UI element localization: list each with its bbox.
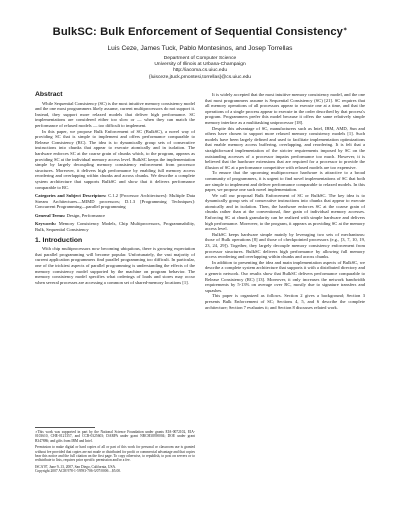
group-url: http://iacoma.cs.uiuc.edu [172,68,228,74]
footnotes [35,427,195,476]
title-text: BulkSC: Bulk Enforcement of Sequential Consistency [52,26,344,38]
affiliation-block [0,56,400,81]
right-column [205,92,365,310]
department: Department of Computer Science [163,56,237,61]
copyright-notice: Permission to make digital or hard copies of all or part of this work for personal or classroom use is granted without fee provided that copies are not made or distributed for profit or commercial advantage and that copies bear this notice and the full citation on the first page. To copy otherwise, to republish, to post on servers or to redistribute to lists, requires prior specific permission and/or a fee. [35,445,195,463]
keywords-text: Memory Consistency Models, Chip Multiprocessors, Programmability, Bulk, Sequential Consistency [35,221,195,233]
intro-paragraph: BulkSC keeps hardware simple mainly by leveraging two sets of mechanisms: those of Bulk operations [8] and those of checkpointed processors (e.g., [3, 7, 10, 19, 23, 24, 29]). Together, they largely decouple memory consistency enforcement from processor structures. BulkSC delivers high performance by allowing full memory access reordering and overlapping within chunks and across chunks. [205,231,365,260]
intro-paragraph: With chip multiprocessors now becoming ubiquitous, there is growing expectation that parallel programming will become popular. Unfortunately, the vast majority of current application programmers find parallel programming too difficult. In particular, one of the trickiest aspects of parallel programming is understanding the effects of the memory consistency model supported by the machine on program behavior. The memory consistency model specifies what orderings of loads and stores may occur when several processes are accessing a common set of shared-memory locations [1]. [35,246,195,285]
abstract-paragraph: While Sequential Consistency (SC) is the most intuitive memory consistency model and the one most programmers likely assume, current multiprocessors do not support it. Instead, they support more relaxed models that deliver high performance. SC implementations are considered either too slow or — when they can match the performance of relaxed models — too difficult to implement. [35,100,195,128]
author-list: Luis Ceze, James Tuck, Pablo Montesinos, and Josep Torrellas [107,45,293,52]
copyright-line: Copyright 2007 ACM 978-1-59593-706-3/07/0006 ...$5.00. [35,469,121,474]
abstract-heading: Abstract [35,91,63,98]
funding-footnote: ∗This work was supported in part by the National Science Foundation under grants EIA-0072102, EIA-0103610, CHE-0121357, and CCR-0325603; DARPA under grant NBCH30390004; DOE under grant B347886; and gifts from IBM and Intel. [35,430,195,443]
categories-label: Categories and Subject Descriptors: [35,193,107,199]
conference-line: ISCA'07, June 9–13, 2007, San Diego, California, USA. [35,464,117,469]
categories-descriptors [35,193,195,210]
intro-paragraph: Despite this advantage of SC, manufacturers such as Intel, IBM, AMD, Sun and others have chosen to support more relaxed memory consistency models [1]. Such models have been largely defined and used to facilitate implementation optimizations that enable memory access buffering, overlapping, and reordering. It is felt that a straightforward implementation of the stricter requirements imposed by SC on the outstanding accesses of a processor impairs performance too much. However, it is believed that the hardware extensions that are required for a processor to provide the illusion of SC at a performance competitive with relaxed models are too expensive. [205,125,365,170]
title-footnote-mark: ∗ [343,26,348,33]
keywords-label: Keywords: [35,221,57,227]
left-column [35,92,195,285]
intro-paragraph: It is widely accepted that the most intuitive memory consistency model, and the one that most programmers assume is Sequential Consistency (SC) [21]. SC requires that all memory operations of all processors appear to execute one at a time, and that the operations of a single process appear to execute in the order described by that process's program. Programmers prefer this model because it offers the same relatively simple memory interface as a multitasking uniprocessor [18]. [205,92,365,125]
categories-text: C.1.2 [Processor Architectures]: Multiple Data Stream Architectures—MIMD processors; D.1.3 [Programming Techniques]: Concurrent Programming—parallel programming [35,193,195,210]
intro-paragraph: To ensure that the upcoming multiprocessor hardware is attractive to a broad community of programmers, it is urgent to find novel implementations of SC that both are simple to implement and deliver performance comparable to relaxed models. In this paper, we propose one such novel implementation. [205,170,365,193]
paper-title [0,26,400,38]
introduction-heading: 1. Introduction [35,236,83,244]
intro-paragraph: In addition to presenting the idea and main implementation aspects of BulkSC, we describe a complete system architecture that supports it with a distributed directory and a generic network. Our results show that BulkSC delivers performance comparable to Release Consistency (RC) [13]. Moreover, it only increases the network bandwidth requirements by 5-13% on average over RC, mostly due to signature transfers and squashes. [205,259,365,293]
keywords [35,221,195,232]
university: University of Illinois at Urbana-Champaign [154,62,246,68]
abstract-paragraph: In this paper, we propose Bulk Enforcement of SC (BulkSC), a novel way of providing SC that is simple to implement and offers performance comparable to Release Consistency (RC). The idea is to dynamically group sets of consecutive instructions into chunks that appear to execute atomically and in isolation. The hardware enforces SC at the coarse grain of chunks which, to the program, appears as providing SC at the individual memory access level. BulkSC keeps the implementation simple by largely decoupling memory consistency enforcement from processor structures. Moreover, it delivers high performance by enabling full memory access reordering and overlapping within chunks and across chunks. We describe a complete system architecture that supports BulkSC and show that it delivers performance comparable to RC. [35,128,195,190]
intro-paragraph: This paper is organized as follows. Section 2 gives a background; Section 3 presents Bulk Enforcement of SC; Sections 4, 5, and 6 describe the complete architecture; Section 7 evaluates it; and Section 8 discusses related work. [205,293,365,310]
intro-paragraph: We call our proposal Bulk Enforcement of SC or BulkSC. The key idea is to dynamically group sets of consecutive instructions into chunks that appear to execute atomically and in isolation. Then, the hardware enforces SC at the coarse grain of chunks rather than at the conventional, fine grain of individual memory accesses. Enforcing SC at chunk granularity can be realized with simple hardware and delivers high performance. Moreover, to the program, it appears as providing SC at the memory access level. [205,192,365,232]
general-terms-label: General Terms: [35,212,66,218]
general-terms-text: Design, Performance [66,212,105,218]
author-emails: {luisceze,jtuck,pmontesi,torrellas}@cs.uiuc.edu [148,74,251,80]
footnote-rule [35,427,95,428]
